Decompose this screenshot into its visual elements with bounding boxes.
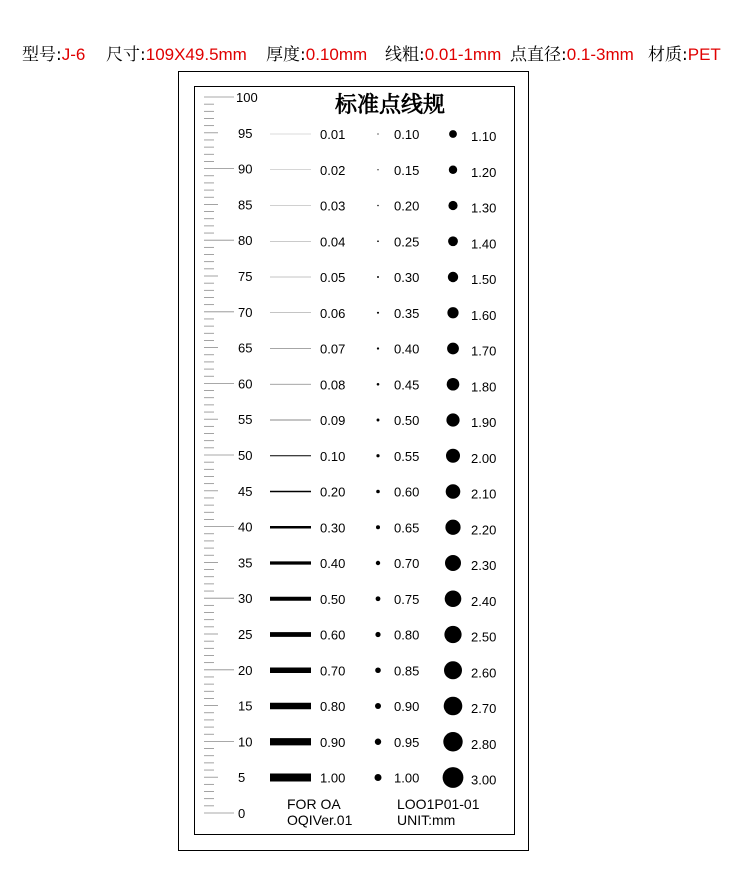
- small-dot-label: 0.55: [394, 448, 420, 464]
- large-dot-label: 2.50: [471, 629, 497, 645]
- small-dot-label: 0.30: [394, 270, 420, 285]
- ruler-label: 10: [238, 734, 253, 750]
- small-dot-sample: [375, 703, 381, 709]
- line-width-label: 0.50: [320, 591, 346, 607]
- large-dot-label: 1.40: [471, 236, 497, 252]
- spec-value: PET: [687, 45, 721, 64]
- ruler-label: 50: [238, 448, 253, 463]
- small-dot-sample: [375, 739, 381, 745]
- small-dot-label: 0.80: [394, 627, 420, 643]
- small-dot-label: 0.25: [394, 234, 420, 250]
- ruler-label: 25: [238, 627, 253, 642]
- large-dot-sample: [444, 626, 461, 643]
- ruler-label: 100: [236, 90, 258, 105]
- footer-left-line2: OQIVer.01: [287, 812, 353, 828]
- small-dot-sample: [376, 561, 380, 565]
- spec-label: 尺寸:: [106, 45, 146, 65]
- large-dot-label: 1.90: [471, 415, 497, 430]
- large-dot-sample: [448, 272, 458, 282]
- footer-left-line1: FOR OA: [287, 796, 341, 812]
- large-dot-label: 1.60: [471, 307, 497, 323]
- line-width-label: 0.05: [320, 270, 346, 285]
- footer-left: [287, 796, 352, 828]
- ruler-label: 15: [238, 698, 253, 714]
- line-width-label: 0.90: [320, 734, 346, 750]
- spec-value: 0.10mm: [305, 45, 368, 64]
- small-dot-label: 0.65: [394, 520, 420, 536]
- line-width-label: 1.00: [320, 770, 346, 786]
- line-width-label: 0.30: [320, 520, 346, 536]
- spec-value: J-6: [61, 45, 86, 64]
- ruler-label: 0: [238, 806, 246, 821]
- large-dot-sample: [447, 378, 460, 391]
- small-dot-sample: [377, 205, 379, 207]
- ruler-label: 60: [238, 376, 253, 392]
- small-dot-label: 0.75: [394, 591, 420, 607]
- large-dot-sample: [448, 201, 457, 210]
- large-dot-label: 2.20: [471, 522, 497, 538]
- large-dot-label: 1.30: [471, 200, 497, 216]
- large-dot-sample: [444, 697, 463, 716]
- small-dot-label: 1.00: [394, 770, 420, 786]
- small-dot-label: 0.90: [394, 699, 420, 714]
- ruler-label: 30: [238, 591, 253, 607]
- line-width-label: 0.20: [320, 484, 346, 500]
- ruler-label: 20: [238, 662, 253, 678]
- large-dot-sample: [445, 520, 460, 535]
- small-dot-label: 0.20: [394, 198, 420, 214]
- small-dot-label: 0.15: [394, 162, 420, 178]
- small-dot-label: 0.10: [394, 127, 420, 142]
- ruler-label: 5: [238, 770, 246, 786]
- ruler-label: 85: [238, 197, 253, 213]
- line-width-label: 0.08: [320, 377, 346, 393]
- small-dot-sample: [377, 276, 379, 278]
- large-dot-sample: [446, 484, 461, 499]
- large-dot-sample: [447, 343, 459, 355]
- small-dot-sample: [377, 133, 378, 134]
- large-dot-label: 2.00: [471, 450, 497, 466]
- large-dot-sample: [444, 661, 462, 679]
- gauge-title: 标准点线规: [334, 93, 445, 118]
- small-dot-sample: [377, 240, 379, 242]
- large-dot-label: 1.70: [471, 343, 497, 359]
- line-width-label: 0.02: [320, 162, 346, 178]
- large-dot-sample: [448, 236, 458, 246]
- line-width-label: 0.04: [320, 234, 346, 250]
- large-dot-label: 1.80: [471, 379, 497, 395]
- ruler-label: 55: [238, 412, 253, 428]
- line-width-label: 0.09: [320, 413, 346, 428]
- small-dot-sample: [377, 347, 379, 349]
- small-dot-label: 0.95: [394, 734, 420, 750]
- ruler-label: 65: [238, 340, 253, 356]
- small-dot-label: 0.35: [394, 305, 420, 321]
- large-dot-label: 1.20: [471, 164, 497, 180]
- line-width-label: 0.03: [320, 198, 346, 214]
- footer-right-line1: LOO1P01-01: [397, 796, 480, 812]
- large-dot-sample: [449, 130, 457, 138]
- large-dot-label: 1.50: [471, 272, 497, 287]
- small-dot-sample: [377, 383, 380, 386]
- footer-right-line2: UNIT:mm: [397, 812, 456, 828]
- large-dot-label: 1.10: [471, 129, 497, 144]
- large-dot-sample: [449, 166, 457, 174]
- ruler-label: 95: [238, 125, 253, 141]
- line-width-label: 0.70: [320, 663, 346, 679]
- line-width-label: 0.80: [320, 699, 346, 714]
- spec-label: 材质:: [648, 45, 688, 65]
- large-dot-label: 2.70: [471, 701, 497, 716]
- small-dot-label: 0.60: [394, 484, 420, 500]
- ruler-label: 75: [238, 269, 253, 284]
- ruler-label: 45: [238, 483, 253, 499]
- small-dot-label: 0.85: [394, 663, 420, 679]
- spec-label: 型号:: [22, 45, 62, 65]
- small-dot-sample: [377, 312, 379, 314]
- small-dot-sample: [375, 667, 381, 673]
- large-dot-label: 2.10: [471, 486, 497, 502]
- small-dot-label: 0.40: [394, 341, 420, 357]
- spec-value: 0.01-1mm: [424, 45, 502, 64]
- large-dot-sample: [446, 413, 459, 426]
- line-width-label: 0.40: [320, 556, 346, 571]
- small-dot-sample: [376, 525, 380, 529]
- small-dot-sample: [377, 169, 378, 170]
- line-width-label: 0.01: [320, 127, 346, 142]
- small-dot-sample: [377, 419, 380, 422]
- large-dot-sample: [447, 307, 458, 318]
- line-width-label: 0.60: [320, 627, 346, 643]
- small-dot-sample: [376, 454, 379, 457]
- small-dot-label: 0.70: [394, 556, 420, 571]
- large-dot-sample: [443, 732, 462, 751]
- spec-label: 线粗:: [385, 45, 425, 65]
- spec-value: 109X49.5mm: [145, 45, 247, 64]
- large-dot-sample: [443, 767, 464, 788]
- small-dot-sample: [375, 774, 382, 781]
- small-dot-label: 0.45: [394, 377, 420, 393]
- large-dot-label: 2.60: [471, 665, 497, 681]
- small-dot-sample: [375, 632, 380, 637]
- spec-value: 0.1-3mm: [566, 45, 634, 64]
- large-dot-label: 2.40: [471, 593, 497, 609]
- line-width-label: 0.07: [320, 341, 346, 357]
- small-dot-label: 0.50: [394, 413, 420, 428]
- large-dot-label: 3.00: [471, 772, 497, 788]
- small-dot-sample: [376, 596, 381, 601]
- small-dot-sample: [376, 490, 380, 494]
- line-width-label: 0.06: [320, 305, 346, 321]
- spec-label: 点直径:: [510, 45, 567, 65]
- large-dot-label: 2.80: [471, 736, 497, 752]
- ruler-label: 35: [238, 555, 253, 571]
- spec-label: 厚度:: [266, 45, 306, 65]
- footer-right: [397, 796, 480, 828]
- line-width-label: 0.10: [320, 448, 346, 464]
- large-dot-sample: [446, 449, 460, 463]
- ruler-label: 40: [238, 519, 253, 535]
- ruler-label: 70: [238, 304, 253, 320]
- large-dot-sample: [445, 555, 461, 571]
- large-dot-sample: [445, 590, 462, 607]
- large-dot-label: 2.30: [471, 558, 497, 573]
- ruler-label: 90: [238, 161, 253, 177]
- ruler-label: 80: [238, 233, 253, 249]
